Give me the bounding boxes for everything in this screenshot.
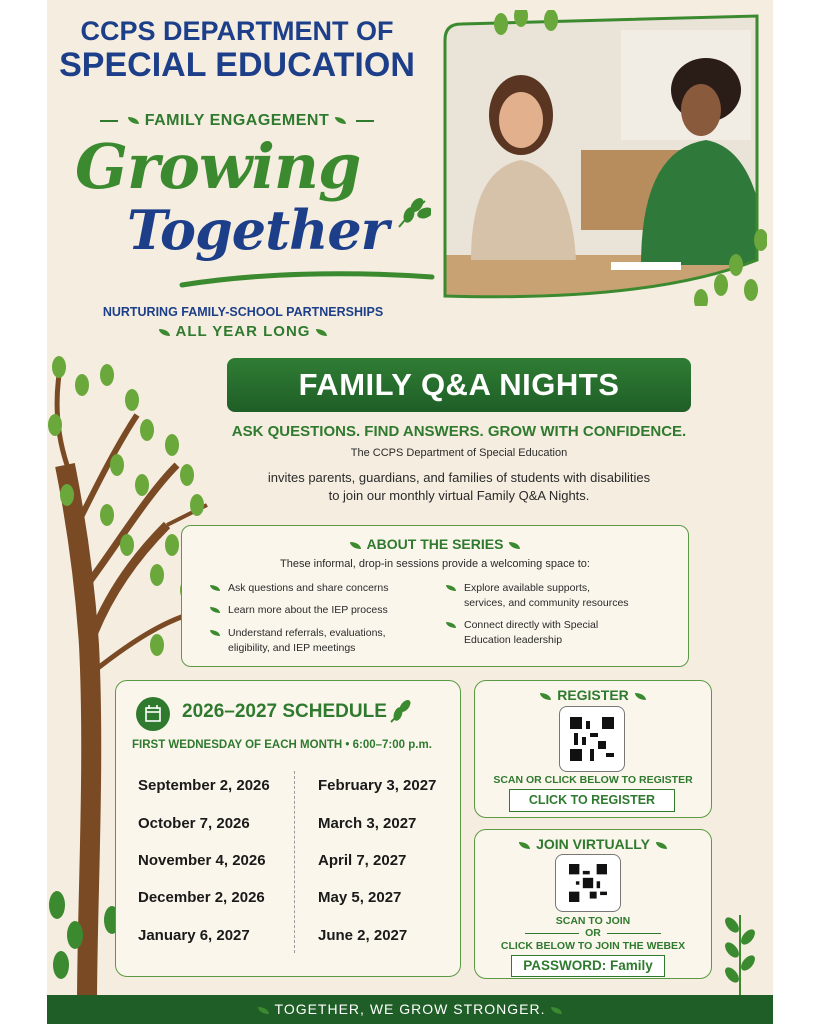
- invite-text: [187, 469, 731, 505]
- together-title: Together: [127, 198, 389, 262]
- schedule-date: May 5, 2027: [318, 889, 402, 906]
- click-to-register-button[interactable]: CLICK TO REGISTER: [509, 789, 675, 812]
- about-title: [182, 536, 688, 552]
- swoosh-decoration: [177, 265, 437, 289]
- about-intro: These informal, drop-in sessions provide a welcoming space to:: [280, 558, 590, 570]
- leaf-icon: [350, 542, 361, 549]
- join-title: [475, 836, 711, 852]
- invite-line2: to join our monthly virtual Family Q&A Nights.: [328, 488, 590, 503]
- leaf-icon: [540, 693, 551, 700]
- join-title-text: JOIN VIRTUALLY: [536, 836, 650, 852]
- qr-code-icon[interactable]: [559, 706, 625, 772]
- calendar-icon: [136, 697, 170, 731]
- leaf-icon: [519, 842, 530, 849]
- scan-to-join-caption: SCAN TO JOIN: [555, 915, 631, 927]
- family-engagement-kicker: [47, 112, 427, 130]
- department-line1: CCPS DEPARTMENT OF: [80, 16, 394, 46]
- bullet-item: Learn more about the IEP process: [210, 603, 388, 617]
- register-title: [475, 687, 711, 703]
- tagline-ask: ASK QUESTIONS. FIND ANSWERS. GROW WITH CONFIDENCE.: [231, 423, 687, 440]
- leaf-icon: [335, 117, 346, 124]
- tagline-year-long: [47, 323, 439, 340]
- schedule-date: October 7, 2026: [138, 815, 250, 832]
- webex-password-button[interactable]: PASSWORD: Family: [511, 955, 665, 977]
- bullet-item-cont: services, and community resources: [464, 597, 629, 609]
- schedule-date: June 2, 2027: [318, 927, 408, 944]
- bullet-item: Connect directly with Special: [446, 618, 598, 632]
- leaf-icon: [551, 1007, 562, 1014]
- leaf-icon: [210, 607, 220, 613]
- year-long-text: ALL YEAR LONG: [175, 323, 311, 340]
- bullet-item-cont: eligibility, and IEP meetings: [228, 642, 356, 654]
- footer-banner: [47, 995, 773, 1024]
- leaf-icon: [210, 630, 220, 636]
- leaf-sprig-icon: [395, 195, 431, 231]
- bullet-item-cont: Education leadership: [464, 634, 563, 646]
- leaf-icon: [258, 1007, 269, 1014]
- schedule-date: September 2, 2026: [138, 777, 270, 794]
- leaf-icon: [128, 117, 139, 124]
- schedule-title: 2026–2027 SCHEDULE: [182, 701, 387, 722]
- qr-code-icon[interactable]: [555, 854, 621, 912]
- department-line2: SPECIAL EDUCATION: [59, 46, 415, 84]
- bullet-item: Understand referrals, evaluations,: [210, 626, 386, 640]
- register-title-text: REGISTER: [557, 687, 629, 703]
- schedule-date: April 7, 2027: [318, 852, 407, 869]
- leaf-icon: [446, 622, 456, 628]
- schedule-subtitle: FIRST WEDNESDAY OF EACH MONTH • 6:00–7:00 p.m.: [132, 739, 432, 751]
- leaf-icon: [159, 329, 170, 336]
- about-title-text: ABOUT THE SERIES: [366, 536, 504, 552]
- join-webex-caption: CLICK BELOW TO JOIN THE WEBEX: [500, 940, 686, 952]
- join-virtually-box: [474, 829, 712, 979]
- schedule-date: January 6, 2027: [138, 927, 250, 944]
- schedule-date: December 2, 2026: [138, 889, 265, 906]
- dept-line: The CCPS Department of Special Education: [350, 447, 568, 459]
- kicker-text: FAMILY ENGAGEMENT: [144, 112, 330, 129]
- qa-nights-banner: FAMILY Q&A NIGHTS: [227, 358, 691, 412]
- footer-text: TOGETHER, WE GROW STRONGER.: [274, 1001, 546, 1017]
- bullet-item: Ask questions and share concerns: [210, 581, 389, 595]
- schedule-date: February 3, 2027: [318, 777, 437, 794]
- bullet-item: Explore available supports,: [446, 581, 590, 595]
- leaf-icon: [656, 842, 667, 849]
- photo-illustration: [431, 10, 767, 306]
- schedule-date: March 3, 2027: [318, 815, 417, 832]
- register-box: [474, 680, 712, 818]
- leaf-icon: [635, 693, 646, 700]
- schedule-date: November 4, 2026: [138, 852, 266, 869]
- leaf-icon: [509, 542, 520, 549]
- register-caption: SCAN OR CLICK BELOW TO REGISTER: [493, 774, 693, 786]
- leaf-icon: [210, 585, 220, 591]
- leaf-icon: [316, 329, 327, 336]
- growing-title: Growing: [75, 130, 361, 203]
- invite-line1: invites parents, guardians, and families of students with disabilities: [267, 470, 651, 485]
- or-divider: OR: [475, 927, 711, 939]
- tagline-partnerships: NURTURING FAMILY-SCHOOL PARTNERSHIPS: [102, 305, 384, 319]
- plant-illustration: [715, 905, 765, 995]
- about-series-box: [181, 525, 689, 667]
- flyer: [47, 0, 773, 1024]
- schedule-box: [115, 680, 461, 977]
- leaf-sprig-icon: [388, 699, 414, 725]
- leaf-icon: [446, 585, 456, 591]
- column-divider: [294, 771, 295, 953]
